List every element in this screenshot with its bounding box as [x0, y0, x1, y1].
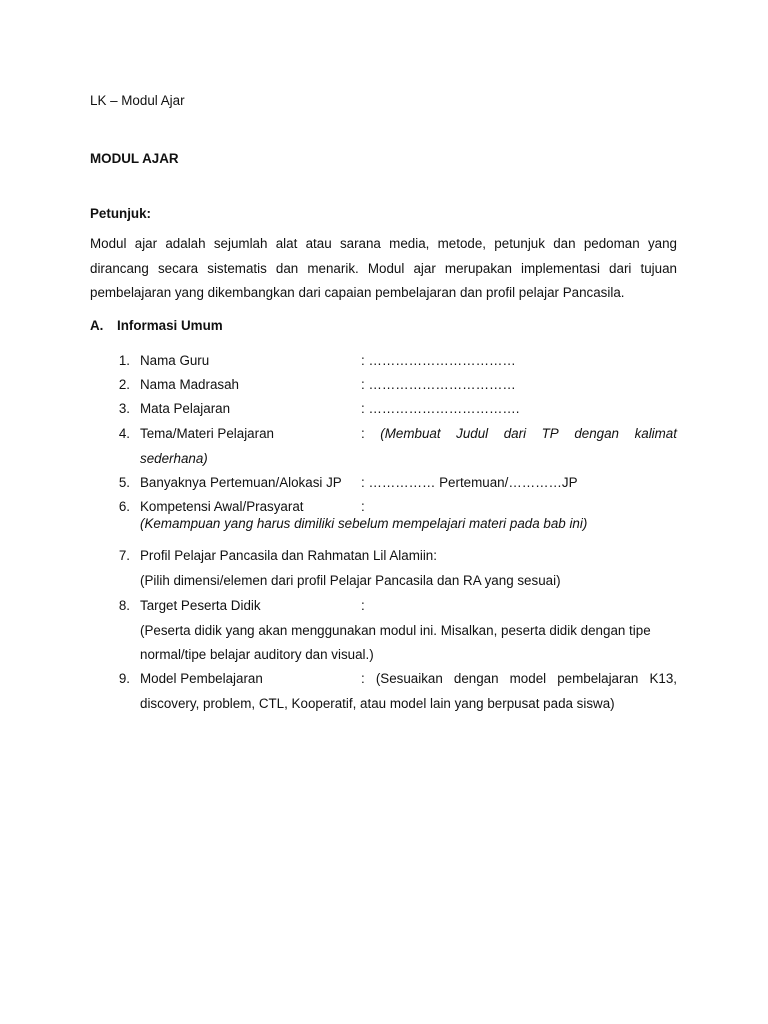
item-value: : — [361, 598, 365, 613]
item-value: : ……………………………. — [361, 401, 520, 416]
item-label: Nama Guru — [140, 353, 210, 368]
item-number: 4. — [118, 426, 130, 441]
item-colon: : — [361, 671, 365, 686]
value-word: pembelajaran — [557, 671, 639, 686]
item-number: 2. — [118, 377, 130, 392]
value-word: model — [509, 671, 547, 686]
item-note: normal/tipe belajar auditory dan visual.) — [140, 647, 374, 662]
item-number: 6. — [118, 499, 130, 514]
petunjuk-body: Modul ajar adalah sejumlah alat atau sarana media, metode, petunjuk dan pedoman yang dirancang secara sistematis dan menarik. Modul ajar merupakan implementasi dari tujuan pembelajaran yang dikembangkan dari capaian pembelajaran dan profil pelajar Pancasila. — [90, 236, 677, 300]
item-value: : …………………………… — [361, 377, 516, 392]
item-number: 8. — [118, 598, 130, 613]
item-value — [361, 426, 677, 441]
value-word: dengan — [453, 671, 499, 686]
petunjuk-heading: Petunjuk: — [90, 206, 152, 221]
item-label: Mata Pelajaran — [140, 401, 231, 416]
worksheet-label: LK – Modul Ajar — [90, 93, 185, 108]
item-label: Model Pembelajaran — [140, 671, 263, 686]
item-note: (Peserta didik yang akan menggunakan modul ini. Misalkan, peserta didik dengan tipe — [140, 622, 651, 638]
value-word: dari — [503, 426, 527, 441]
item-label: Nama Madrasah — [140, 377, 239, 392]
item-value: : …………………………… — [361, 353, 516, 368]
item-number: 9. — [118, 671, 130, 686]
section-title: Informasi Umum — [117, 318, 223, 333]
item-label: Profil Pelajar Pancasila dan Rahmatan Lil Alamiin: — [140, 548, 437, 563]
item-label: Target Peserta Didik — [140, 598, 261, 613]
item-value — [361, 671, 677, 686]
item-value: : …………… Pertemuan/…………JP — [361, 475, 578, 490]
section-a-heading — [90, 318, 223, 333]
value-word: kalimat — [634, 426, 677, 441]
item-number: 7. — [118, 548, 130, 563]
item-number: 3. — [118, 401, 130, 416]
document-title: MODUL AJAR — [90, 151, 179, 166]
item-label: Banyaknya Pertemuan/Alokasi JP — [140, 475, 342, 490]
item-label: Tema/Materi Pelajaran — [140, 426, 274, 441]
item-note: (Pilih dimensi/elemen dari profil Pelajar Pancasila dan RA yang sesuai) — [140, 572, 561, 588]
item-note: (Kemampuan yang harus dimiliki sebelum mempelajari materi pada bab ini) — [140, 516, 588, 531]
section-letter: A. — [90, 318, 104, 333]
item-number: 5. — [118, 475, 130, 490]
item-label: Kompetensi Awal/Prasyarat — [140, 499, 304, 514]
value-word: (Sesuaikan — [375, 671, 443, 686]
item-value: : — [361, 499, 365, 514]
item-colon: : — [361, 426, 365, 441]
value-word: TP — [541, 426, 559, 441]
value-word: Judul — [456, 426, 489, 441]
value-word: K13, — [649, 671, 677, 686]
value-word: (Membuat — [380, 426, 441, 441]
value-word: dengan — [574, 426, 619, 441]
item-value-continuation: discovery, problem, CTL, Kooperatif, atau model lain yang berpusat pada siswa) — [140, 695, 615, 711]
item-value-continuation: sederhana) — [140, 450, 208, 466]
item-number: 1. — [118, 353, 130, 368]
